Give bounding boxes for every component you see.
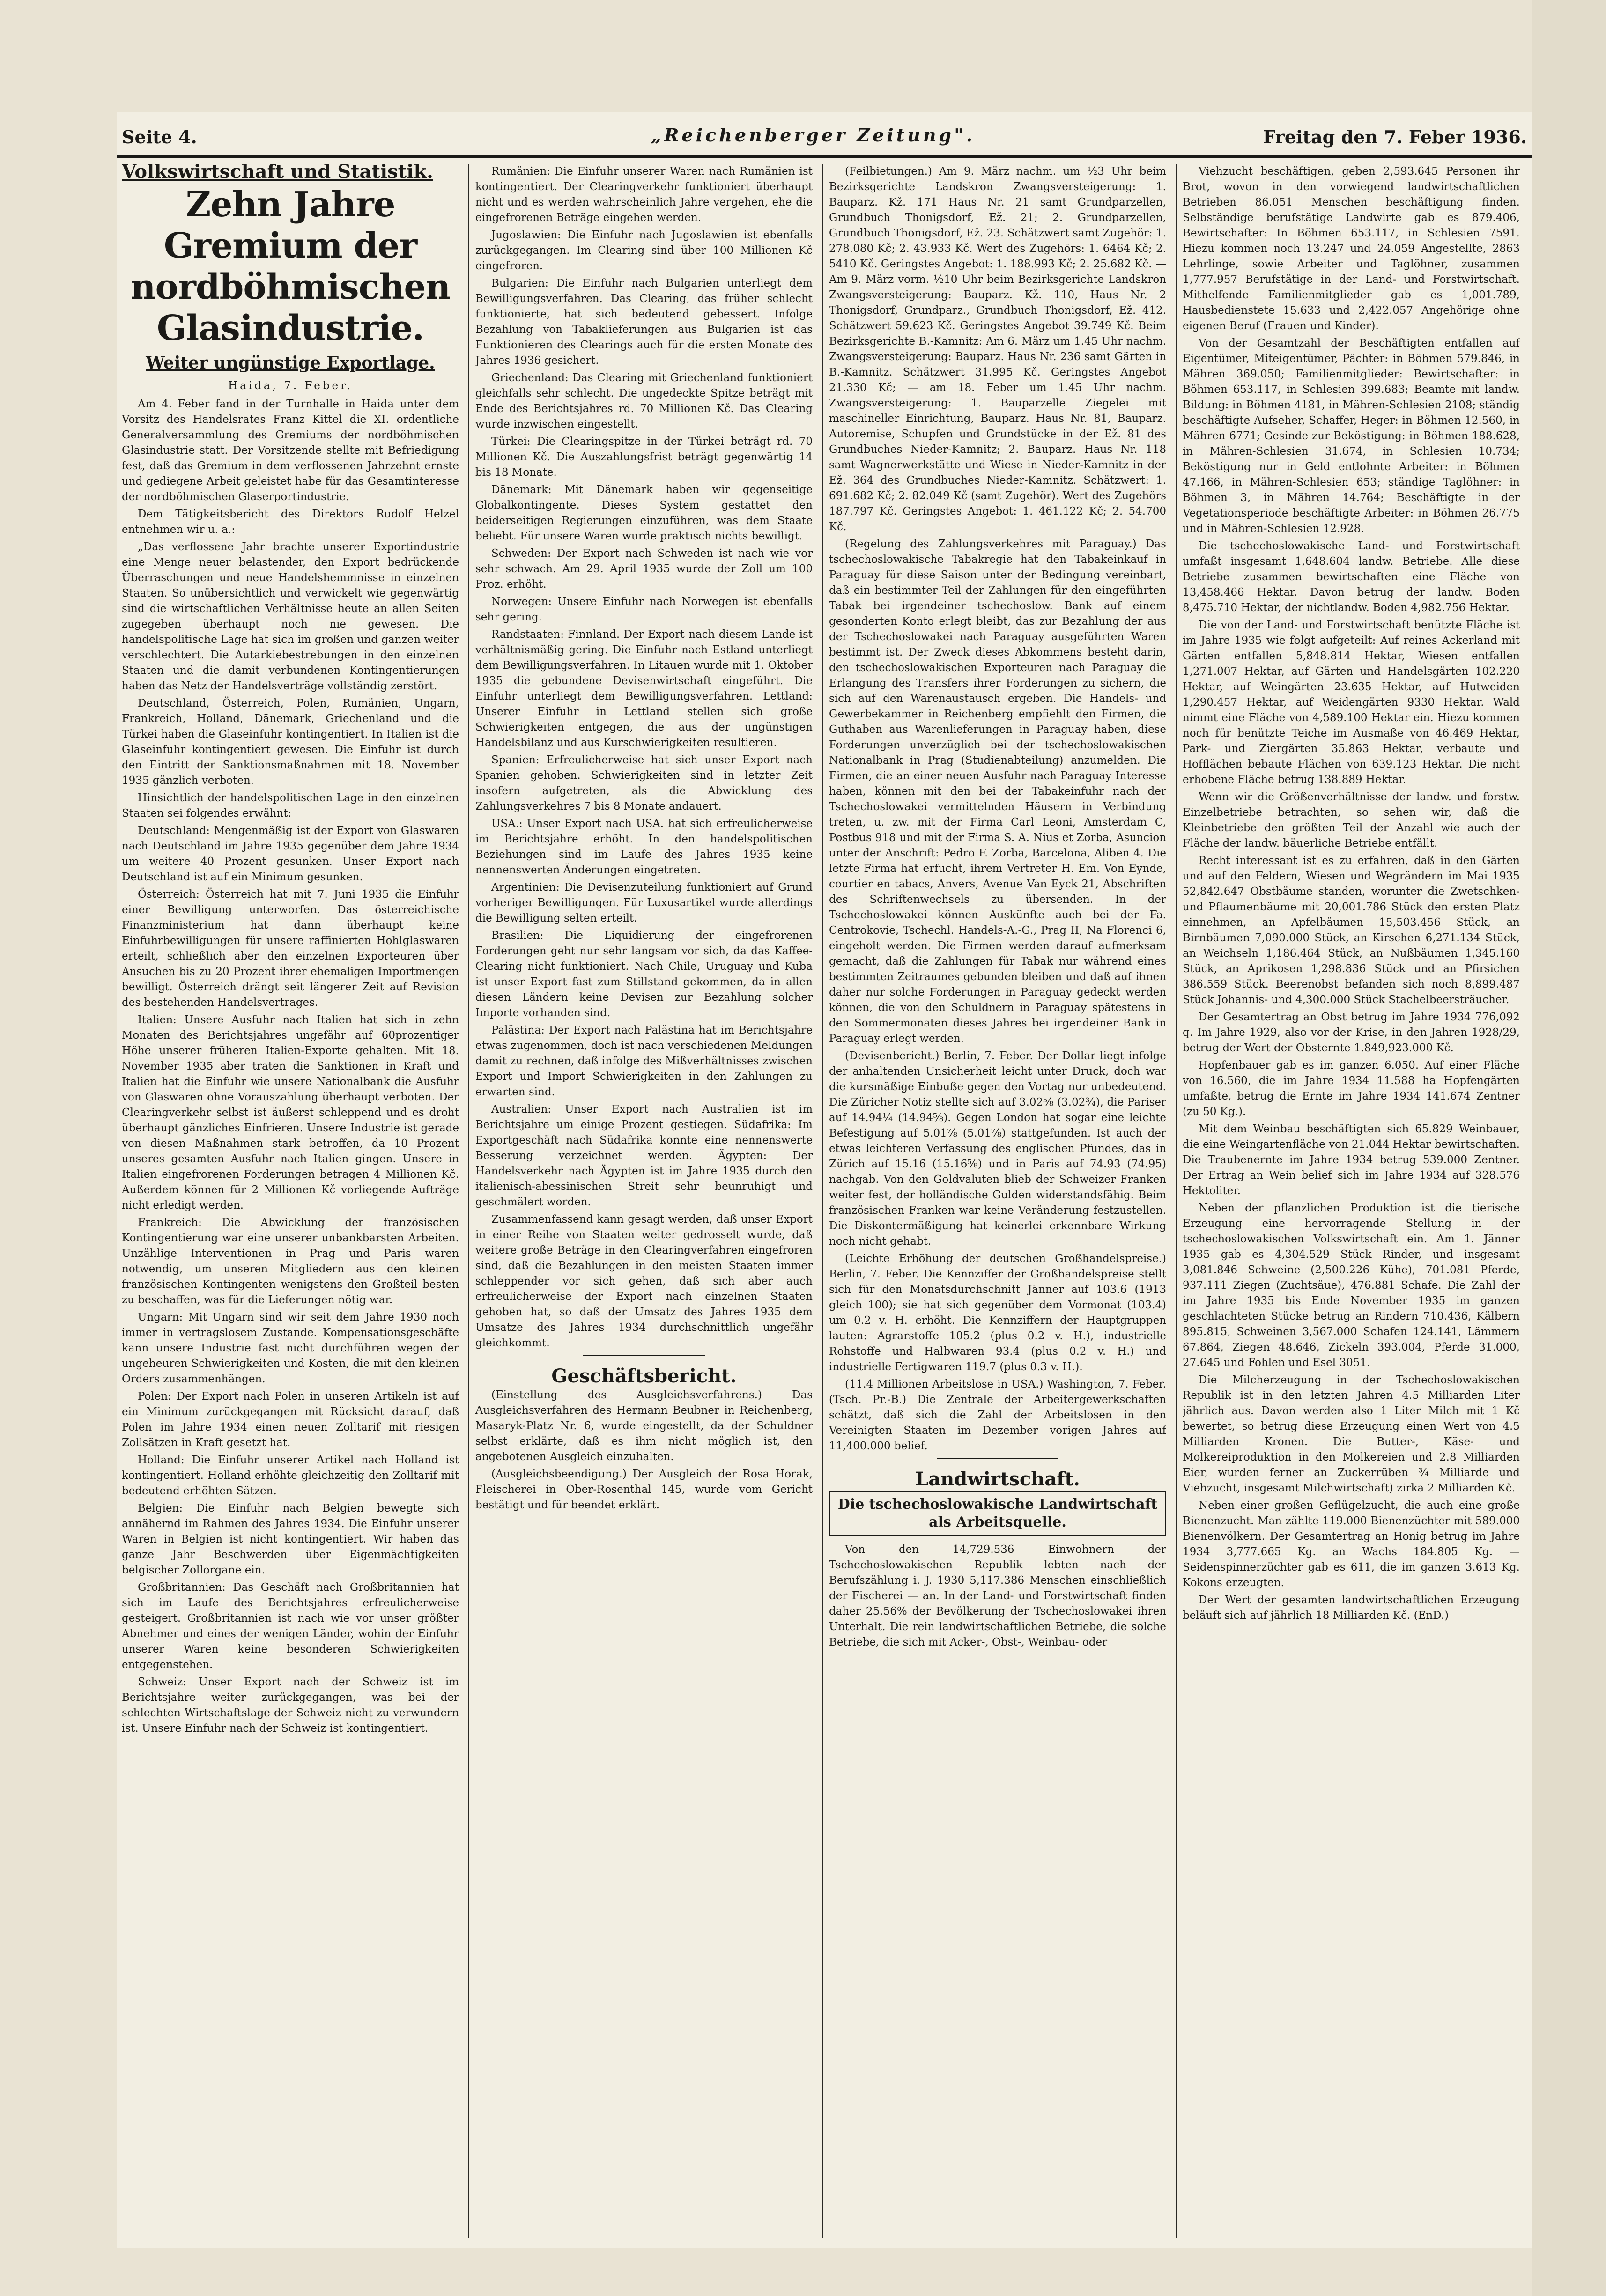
paragraph: Der Wert der gesamten landwirtschaftlichen Erzeugung beläuft sich auf jährlich 18 Milliarden Kč. (EnD.) — [1183, 1594, 1520, 1622]
paragraph: (Einstellung des Ausgleichsverfahrens.) Das Ausgleichsverfahren des Hermann Beubner in Reichenberg, Masaryk-Platz Nr. 6, wurde eingestellt, da der Schuldner selbst erklärte, daß es ihm nicht möglich ist, den angebotenen Ausgleich einzuhalten. — [475, 1389, 813, 1463]
paragraph: Viehzucht beschäftigen, geben 2,593.645 Personen ihr Brot, wovon in den vorwiegend landwirtschaftlichen Betrieben 86.051 Menschen beschäftigung finden. Selbständige berufstätige Landwirte gab es 879.406, Bewirtschafter: In Böhmen 653.117, in Schlesien 7591. Hiezu kommen noch 13.247 und 24.059 Angestellte, 2863 Lehrlinge, sowie Arbeiter und Taglöhner, zusammen 1,777.957 Berufstätige in der Land- und Forstwirtschaft. Mithelfende Familienmitglieder gab es 1,001.789, Hausbedienstete 15.633 und 2,422.057 Angehörige ohne eigenen Beruf (Frauen und Kinder). — [1183, 165, 1520, 332]
article-headline: Zehn Jahre Gremium der nordböhmischen Glasindustrie. — [130, 185, 451, 348]
dateline: Haida, 7. Feber. — [228, 380, 353, 392]
paragraph: Neben der pflanzlichen Produktion ist die tierische Erzeugung eine hervorragende Stellung in der tschechoslowakischen Volkswirtschaft ein. Am 1. Jänner 1935 gab es 4,304.529 Stück Rinder, und insgesamt 3,081.846 Schweine (2,500.226 Kühe), 701.081 Pferde, 937.111 Ziegen (Zuchtsäue), 476.881 Schafe. Die Zahl der im Jahre 1935 bis Ende November 1935 im ganzen geschlachteten Stücke betrug an Rindern 710.436, Kälbern 895.815, Schweinen 3,567.000 Schafen 124.141, Lämmern 67.864, Ziegen 48.646, Zickeln 393.004, Pferde 31.000, 27.645 und Fohlen und Esel 3051. — [1183, 1202, 1520, 1369]
column-3 — [829, 164, 1166, 2238]
boxed-headline: Die tschechoslowakische Landwirtschaft als Arbeitsquelle. — [829, 1491, 1166, 1536]
paragraph: Holland: Die Einfuhr unserer Artikel nach Holland ist kontingentiert. Holland erhöhte gleichzeitig den Zolltarif mit bedeutend erhöhten Sätzen. — [122, 1454, 459, 1497]
paragraph: Die von der Land- und Forstwirtschaft benützte Fläche ist im Jahre 1935 wie folgt aufgeteilt: Auf reines Ackerland mit Gärten entfallen 5,848.814 Hektar, Wiesen entfallen 1,271.007 Hektar, auf Gärten und Handelsgärten 102.220 Hektar, auf Weingärten 23.635 Hektar, auf Hutweiden 1,290.457 Hektar, auf Weidengärten 9330 Hektar. Wald nimmt eine Fläche von 4,589.100 Hektar ein. Hiezu kommen noch für benützte Teiche im Ausmaße von 46.469 Hektar, Park- und Ziergärten 35.863 Hektar, verbaute und Hofflächen bebaute Flächen von 639.123 Hektar. Die nicht erhobene Fläche betrug 138.889 Hektar. — [1183, 619, 1520, 786]
column-1 — [122, 164, 459, 2238]
paragraph: Von den 14,729.536 Einwohnern der Tschechoslowakischen Republik lebten nach der Berufszählung i. J. 1930 5,117.386 Menschen einschließlich der Fischerei — an. In der Land- und Forstwirtschaft finden daher 25.56% der Bevölkerung der Tschechoslowakei ihren Unterhalt. Die rein landwirtschaftlichen Betriebe, die solche Betriebe, die sich mit Acker-, Obst-, Weinbau- oder — [829, 1543, 1166, 1648]
paragraph: Die Milcherzeugung in der Tschechoslowakischen Republik ist in den letzten Jahren 4.5 Milliarden Liter jährlich aus. Davon werden also 1 Liter Milch mit 1 Kč bewertet, so betrug diese Erzeugung einen Wert von 4.5 Milliarden Kronen. Die Butter-, Käse- und Molkereiproduktion in den Molkereien und 2.8 Milliarden Eier, wurden ferner an Zuckerrüben ¾ Milliarde und Viehzucht, insgesamt Milchwirtschaft) zirka 2 Milliarden Kč. — [1183, 1374, 1520, 1494]
column-divider — [822, 164, 823, 2238]
paragraph: Polen: Der Export nach Polen in unseren Artikeln ist auf ein Minimum zurückgegangen mit Rücksicht darauf, daß Polen im Jahre 1934 einen neuen Zolltarif mit riesigen Zollsätzen in Kraft gesetzt hat. — [122, 1390, 459, 1449]
paragraph: Mit dem Weinbau beschäftigten sich 65.829 Weinbauer, die eine Weingartenfläche von 21.044 Hektar bewirtschaften. Die Traubenernte im Jahre 1934 betrug 539.000 Zentner. Der Ertrag an Wein belief sich im Jahre 1934 auf 328.576 Hektoliter. — [1183, 1123, 1520, 1197]
paragraph: USA.: Unser Export nach USA. hat sich erfreulicherweise im Berichtsjahre erhöht. In den handelspolitischen Beziehungen sind im Laufe des Jahres 1935 keine nennenswerten Änderungen eingetreten. — [475, 818, 813, 876]
column-4 — [1183, 164, 1520, 2238]
paragraph: Österreich: Österreich hat mit 7. Juni 1935 die Einfuhr einer Bewilligung unterworfen. Das österreichische Finanzministerium hat dann überhaupt keine Einfuhrbewilligungen für unsere raffinierten Hohlglaswaren erteilt, schließlich aber den einzelnen Exporteuren über Ansuchen bis zu 20 Prozent ihrer ehemaligen Importmengen bewilligt. Österreich drängt seit längerer Zeit auf Revision des bestehenden Handelsvertrages. — [122, 888, 459, 1009]
paragraph: (Ausgleichsbeendigung.) Der Ausgleich der Rosa Horak, Fleischerei in Ober-Rosenthal 145, wurde vom Gericht bestätigt und für beendet erklärt. — [475, 1468, 813, 1511]
paragraph: Italien: Unsere Ausfuhr nach Italien hat sich in zehn Monaten des Berichtsjahres ungefähr auf 60prozentiger Höhe unserer früheren Italien-Exporte gehalten. Mit 18. November 1935 aber traten die Sanktionen in Kraft und Italien hat die Einfuhr wie unsere Nationalbank die Ausfuhr von Glaswaren ohne Vorauszahlung überhaupt verboten. Der Clearingverkehr selbst ist äußerst schleppend und es droht überhaupt gänzliches Einfrieren. Unsere Industrie ist gerade von diesen Maßnahmen stark betroffen, da 10 Prozent unseres gesamten Ausfuhr nach Italien gingen. Unsere in Italien eingefrorenen Forderungen betragen 4 Millionen Kč. Außerdem können für 2 Millionen Kč vorliegende Aufträge nicht erledigt werden. — [122, 1014, 459, 1211]
paragraph: Norwegen: Unsere Einfuhr nach Norwegen ist ebenfalls sehr gering. — [475, 596, 813, 623]
paragraph: (Devisenbericht.) Berlin, 7. Feber. Der Dollar liegt infolge der anhaltenden Unsicherheit leicht unter Druck, doch war die kursmäßige Einbuße gegen den Vortag nur unbedeutend. Die Züricher Notiz stellte sich auf 3.02⅝ (3.02¾), die Pariser auf 14.94¼ (14.94⅝). Gegen London hat sogar eine leichte Befestigung auf 5.01⅞ (5.01⅞) stattgefunden. Ist auch der etwas leichteren Verfassung des englischen Pfundes, das in Zürich auf 15.16 (15.16⅝) und in Paris auf 74.93 (74.95) nachgab. Von den Goldvaluten blieb der Schweizer Franken weiter fest, der holländische Gulden widerstandsfähig. Beim französischen Franken war keine Veränderung festzustellen. Die Diskontermäßigung hat keinerlei erkennbare Wirkung noch nicht gehabt. — [829, 1050, 1166, 1248]
section-title: Volkswirtschaft und Statistik. — [122, 164, 433, 183]
paragraph: Griechenland: Das Clearing mit Griechenland funktioniert gleichfalls sehr schlecht. Die ungedeckte Spitze beträgt mit Ende des Berichtsjahres rd. 70 Millionen Kč. Das Clearing wurde inzwischen eingestellt. — [475, 372, 813, 430]
column-divider — [468, 164, 469, 2238]
paragraph: Der Gesamtertrag an Obst betrug im Jahre 1934 776,092 q. Im Jahre 1929, also vor der Krise, in den Jahren 1928/29, betrug der Wert der Obsternte 1.849,923.000 Kč. — [1183, 1011, 1520, 1054]
page-number: Seite 4. — [122, 126, 197, 148]
paragraph: Hopfenbauer gab es im ganzen 6.050. Auf einer Fläche von 16.560, die im Jahre 1934 11.588 ha Hopfengärten umfaßte, betrug die Ernte im Jahre 1934 141.674 Zentner (zu 50 Kg.). — [1183, 1059, 1520, 1118]
paragraph: Ungarn: Mit Ungarn sind wir seit dem Jahre 1930 noch immer in vertragslosem Zustande. Kompensationsgeschäfte kann unsere Industrie fast nicht durchführen wegen der ungeheuren Schwierigkeiten und Kosten, die mit den kleinen Orders zusammenhängen. — [122, 1311, 459, 1385]
paragraph: Neben einer großen Geflügelzucht, die auch eine große Bienenzucht. Man zählte 119.000 Bienenzüchter mit 589.000 Bienenvölkern. Der Gesamtertrag an Honig betrug im Jahre 1934 3,777.665 Kg. an Wachs 184.805 Kg. — Seidenspinnerzüchter gab es 611, die im ganzen 3.613 Kg. Kokons erzeugten. — [1183, 1499, 1520, 1589]
paragraph: Deutschland: Mengenmäßig ist der Export von Glaswaren nach Deutschland im Jahre 1935 gegenüber dem Jahre 1934 um weitere 40 Prozent gesunken. Unser Export nach Deutschland ist auf ein Minimum gesunken. — [122, 825, 459, 883]
paragraph: Schweden: Der Export nach Schweden ist nach wie vor sehr schwach. Am 29. April 1935 wurde der Zoll um 100 Proz. erhöht. — [475, 547, 813, 591]
paragraph: Türkei: Die Clearingspitze in der Türkei beträgt rd. 70 Millionen Kč. Die Auszahlungsfrist beträgt gegenwärtig 14 bis 18 Monate. — [475, 436, 813, 479]
paragraph: Palästina: Der Export nach Palästina hat im Berichtsjahre etwas zugenommen, doch ist nach verschiedenen Meldungen damit zu rechnen, daß infolge des Mißverhältnisses zwischen Export und Import Schwierigkeiten in den Zahlungen zu erwarten sind. — [475, 1024, 813, 1098]
paragraph: Dem Tätigkeitsbericht des Direktors Rudolf Helzel entnehmen wir u. a.: — [122, 508, 459, 536]
paragraph: Deutschland, Österreich, Polen, Rumänien, Ungarn, Frankreich, Holland, Dänemark, Griechenland und die Türkei haben die Glaseinfuhr kontingentiert. In Italien ist die Glaseinfuhr kontingentiert gewesen. Die Einfuhr ist durch den Eintritt der Sanktionsmaßnahmen mit 18. November 1935 gänzlich verboten. — [122, 697, 459, 787]
paragraph: Rumänien: Die Einfuhr unserer Waren nach Rumänien ist kontingentiert. Der Clearingverkehr funktioniert überhaupt nicht und es werden wahrscheinlich Jahre vergehen, ehe die eingefrorenen Beträge eingehen werden. — [475, 165, 813, 224]
paragraph: Am 4. Feber fand in der Turnhalle in Haida unter dem Vorsitz des Handelsrates Franz Kittel die XI. ordentliche Generalversammlung des Gremiums der nordböhmischen Glasindustrie statt. Der Vorsitzende stellte mit Befriedigung fest, daß das Gremium in dem verflossenen Jahrzehnt ernste und gediegene Arbeit geleistet habe für das Gesamtinteresse der nordböhmischen Glaserportindustrie. — [122, 398, 459, 503]
section-rule — [937, 1458, 1058, 1459]
paragraph: Jugoslawien: Die Einfuhr nach Jugoslawien ist ebenfalls zurückgegangen. Im Clearing sind über 100 Millionen Kč eingefroren. — [475, 229, 813, 272]
column-2 — [475, 164, 813, 2238]
paragraph: (Feilbietungen.) Am 9. März nachm. um ½3 Uhr beim Bezirksgerichte Landskron Zwangsversteigerung: 1. Bauparz. Kž. 171 Haus Nr. 21 samt Grundparzellen, Grundbuch Thonigsdorf, Ež. 21; 2. Grundparzellen, Grundbuch Thonigsdorf, Ež. 23. Schätzwert samt Zugehör: 1. 278.080 Kč; 2. 43.933 Kč. Wert des Zugehörs: 1. 6464 Kč; 2. 5410 Kč. Geringstes Angebot: 1. 188.993 Kč; 2. 25.682 Kč. — Am 9. März vorm. ½10 Uhr beim Bezirksgerichte Landskron Zwangsversteigerung: Bauparz. Kž. 110, Haus Nr. 2 Thonigsdorf, Grundparz., Grundbuch Thonigsdorf, Ež. 412. Schätzwert 59.623 Kč. Geringstes Angebot 39.749 Kč. Beim Bezirksgerichte B.-Kamnitz: Am 6. März um 1.45 Uhr nachm. Zwangsversteigerung: Bauparz. Haus Nr. 236 samt Gärten in B.-Kamnitz. Schätzwert 31.995 Kč. Geringstes Angebot 21.330 Kč; — am 18. Feber um 1.45 Uhr nachm. Zwangsversteigerung: 1. Bauparzelle Ziegelei mit maschineller Einrichtung, Bauparz. Haus Nr. 81, Bauparz. Autoremise, Schupfen und Grundstücke in der Ež. 81 des Grundbuches Nieder-Kamnitz; 2. Bauparz. Haus Nr. 118 samt Wagnerwerkstätte und Wiese in Nieder-Kamnitz in der Ež. 364 des Grundbuches Nieder-Kamnitz. Schätzwert: 1. 691.682 Kč; 2. 82.049 Kč (samt Zugehör). Wert des Zugehörs 187.797 Kč. Geringstes Angebot: 1. 461.122 Kč; 2. 54.700 Kč. — [829, 165, 1166, 533]
paragraph: (Leichte Erhöhung der deutschen Großhandelspreise.) Berlin, 7. Feber. Die Kennziffer der Großhandelspreise stellt sich für den Monatsdurchschnitt Jänner auf 103.6 (1913 gleich 100); sie hat sich gegenüber dem Vormonat (103.4) um 0.2 v. H. erhöht. Die Kennziffern der Hauptgruppen lauten: Agrarstoffe 105.2 (plus 0.2 v. H.), industrielle Rohstoffe und Halbwaren 93.4 (plus 0.2 v. H.) und industrielle Fertigwaren 119.7 (plus 0.3 v. H.). — [829, 1253, 1166, 1373]
paragraph: Spanien: Erfreulicherweise hat sich unser Export nach Spanien gehoben. Schwierigkeiten sind in letzter Zeit insofern aufgetreten, als die Abwicklung des Zahlungsverkehres 7 bis 8 Monate andauert. — [475, 754, 813, 812]
scan-edge — [1532, 0, 1606, 2296]
column-divider — [1176, 164, 1177, 2238]
paragraph: Großbritannien: Das Geschäft nach Großbritannien hat sich im Laufe des Berichtsjahres erfreulicherweise gesteigert. Großbritannien ist nach wie vor unser größter Abnehmer und eines der wenigen Länder, wohin der Einfuhr unserer Waren keine besonderen Schwierigkeiten entgegenstehen. — [122, 1581, 459, 1671]
newspaper-title: „Reichenberger Zeitung". — [651, 125, 976, 146]
issue-date: Freitag den 7. Feber 1936. — [1263, 126, 1527, 148]
paragraph: (11.4 Millionen Arbeitslose in USA.) Washington, 7. Feber. (Tsch. Pr.-B.) Die Zentrale der Arbeitergewerkschaften schätzt, daß sich die Zahl der Arbeitslosen in den Vereinigten Staaten im Dezember vorigen Jahres auf 11,400.000 belief. — [829, 1378, 1166, 1452]
paragraph: Belgien: Die Einfuhr nach Belgien bewegte sich annähernd im Rahmen des Jahres 1934. Die Einfuhr unserer Waren in Belgien ist nicht kontingentiert. Wir haben das ganze Jahr Beschwerden über Eigenmächtigkeiten belgischer Zollorgane ein. — [122, 1502, 459, 1576]
paragraph: Brasilien: Die Liquidierung der eingefrorenen Forderungen geht nur sehr langsam vor sich, da das Kaffee-Clearing nicht funktioniert. Nach Chile, Uruguay und Kuba ist unser Export fast zum Stillstand gekommen, da in allen diesen Ländern keine Devisen zur Bezahlung solcher Importe vorhanden sind. — [475, 930, 813, 1019]
page-header — [117, 122, 1532, 150]
paragraph: Australien: Unser Export nach Australien ist im Berichtsjahre um einige Prozent gestiegen. Südafrika: Im Exportgeschäft nach Südafrika konnte eine nennenswerte Besserung verzeichnet werden. Ägypten: Der Handelsverkehr nach Ägypten ist im Jahre 1935 durch den italienisch-abessinischen Streit sehr beunruhigt und geschmälert worden. — [475, 1103, 813, 1208]
newspaper-page — [117, 112, 1532, 2248]
section-title: Landwirtschaft. — [915, 1468, 1080, 1490]
paragraph: Die tschechoslowakische Land- und Forstwirtschaft umfaßt insgesamt 1,648.604 landw. Betriebe. Alle diese Betriebe zusammen bewirtschaften eine Fläche von 13,458.466 Hektar. Davon betrug der landw. Boden 8,475.710 Hektar, der nichtlandw. Boden 4,982.756 Hektar. — [1183, 540, 1520, 614]
paragraph: Randstaaten: Finnland. Der Export nach diesem Lande ist verhältnismäßig gering. Die Einfuhr nach Estland unterliegt dem Bewilligungsverfahren. In Litauen wurde mit 1. Oktober 1935 die gebundene Devisenwirtschaft eingeführt. Die Einfuhr unterliegt dem Bewilligungsverfahren. Lettland: Unserer Einfuhr in Lettland stellen sich große Schwierigkeiten entgegen, die aus der ungünstigen Handelsbilanz und aus Kurschwierigkeiten resultieren. — [475, 628, 813, 749]
section-rule — [583, 1355, 705, 1356]
paragraph: Dänemark: Mit Dänemark haben wir gegenseitige Globalkontingente. Dieses System gestattet den beiderseitigen Regierungen einzuführen, was dem Staate beliebt. Für unsere Waren wurde praktisch nichts bewilligt. — [475, 484, 813, 542]
paragraph: Zusammenfassend kann gesagt werden, daß unser Export in einer Reihe von Staaten weiter gedrosselt wurde, daß weitere große Beträge in den Clearingverfahren eingefroren sind, daß die Bezahlungen in den meisten Staaten immer schleppender vor sich gehen, daß sich aber auch erfreulicherweise der Export nach einzelnen Staaten gehoben hat, so daß der Umsatz des Jahres 1935 dem Umsatze des Jahres 1934 durchschnittlich ungefähr gleichkommt. — [475, 1213, 813, 1349]
paragraph: Von der Gesamtzahl der Beschäftigten entfallen auf Eigentümer, Miteigentümer, Pächter: in Böhmen 579.846, in Mähren 369.050; Familienmitglieder: Bewirtschafter: in Böhmen 653.117, in Schlesien 399.683; Beamte mit landw. Bildung: in Böhmen 4181, in Mähren-Schlesien 2108; ständig beschäftigte Aufseher, Schaffer, Heger: in Böhmen 12.560, in Mähren 6771; Gesinde zur Beköstigung: in Böhmen 188.628, in Mähren-Schlesien 31.674, in Schlesien 10.734; Beköstigung nur in Geld entlohnte Arbeiter: in Böhmen 47.166, in Mähren-Schlesien 653; ständige Taglöhner: in Böhmen 3, in Mähren 14.764; Beschäftigte in der Vegetationsperiode beschäftigte Arbeiter: in Böhmen 26.775 und in Mähren-Schlesien 12.928. — [1183, 337, 1520, 535]
paragraph: „Das verflossene Jahr brachte unserer Exportindustrie eine Menge neuer belastender, den Export bedrückende Überraschungen und neue Handelshemmnisse in einzelnen Staaten. So unübersichtlich und verwickelt wie gegenwärtig sind die wirtschaftlichen Verhältnisse heute an allen Seiten zugegeben überhaupt noch nie gewesen. Die handelspolitische Lage hat sich im großen und ganzen weiter verschlechtert. Die Autarkiebestrebungen in den einzelnen Staaten und die damit verbundenen Kontingentierungen haben das Netz der Handelsverträge vollständig zerstört. — [122, 541, 459, 692]
paragraph: Argentinien: Die Devisenzuteilung funktioniert auf Grund vorheriger Bewilligungen. Für Luxusartikel wurde allerdings die Bewilligung selten erteilt. — [475, 881, 813, 924]
paragraph: Hinsichtlich der handelspolitischen Lage in den einzelnen Staaten sei folgendes erwähnt: — [122, 792, 459, 819]
paragraph: Wenn wir die Größenverhältnisse der landw. und forstw. Einzelbetriebe betrachten, so sehen wir, daß die Kleinbetriebe den größten Teil der Anzahl wie auch der Fläche der landw. bäuerliche Betriebe entfällt. — [1183, 791, 1520, 849]
paragraph: Recht interessant ist es zu erfahren, daß in den Gärten und auf den Feldern, Wiesen und Wegrändern im Mai 1935 52,842.647 Obstbäume standen, worunter die Zwetschken- und Pflaumenbäume mit 20,001.786 Stück den ersten Platz einnehmen, an Apfelbäumen 15,503.456 Stück, an Birnbäumen 7,090.000 Stück, an Kirschen 6,271.134 Stück, an Weichseln 1,186.464 Stück, an Nußbäumen 1,345.160 Stück, an Aprikosen 1,298.836 Stück und an Pfirsichen 386.559 Stück. Beerenobst befanden sich noch 8,899.487 Stück Johannis- und 4,300.000 Stück Stachelbeersträucher. — [1183, 855, 1520, 1006]
paragraph: (Regelung des Zahlungsverkehres mit Paraguay.) Das tschechoslowakische Tabakregie hat den Tabakeinkauf in Paraguay für diese Saison unter der Bedingung vereinbart, daß ein bestimmter Teil der Zahlungen für den eingeführten Tabak bei irgendeiner tschechoslow. Bank auf einem gesonderten Konto erlegt bleibt, das zur Bezahlung der aus der Tschechoslowakei nach Paraguay ausgeführten Waren bestimmt ist. Der Zweck dieses Abkommens besteht darin, den tschechoslowakischen Exporteuren nach Paraguay die Erlangung des Transfers ihrer Forderungen zu sichern, die sich auf den Warenaustausch ergeben. Die Handels- und Gewerbekammer in Reichenberg empfiehlt den Firmen, die Guthaben aus Warenlieferungen in Paraguay haben, diese Forderungen unverzüglich bei der tschechoslowakischen Nationalbank in Prag (Studienabteilung) anzumelden. Die Firmen, die an einer neuen Ausfuhr nach Paraguay Interesse haben, können mit den bei der Tabakeinfuhr nach der Tschechoslowakei vermittelnden Häusern in Verbindung treten, u. zw. mit der Firma Carl Leoni, Amsterdam C, Postbus 918 und mit der Firma S. A. Nius et Zorba, Asuncion unter der Anschrift: Pedro F. Zorba, Barcelona, Aliben 4. Die letzte Firma hat erfucht, ihrem Vertreter H. Em. Von Eynde, courtier en tabacs, Anvers, Avenue Van Eyck 21, Abschriften des Schriftenwechsels zu übersenden. In der Tschechoslowakei können Auskünfte auch bei der Fa. Centrokovie, Tschechl. Handels-A.-G., Prag II, Na Florenci 6, eingeholt werden. Die Firmen werden darauf aufmerksam gemacht, daß die Zahlungen für Tabak nur während eines bestimmten Zeitraumes gebunden bleiben und daß auf ihnen daher nur solche Forderungen in Paraguay gedeckt werden können, die von den Schuldnern in Paraguay spätestens in den Sommermonaten dieses Jahres bei irgendeiner Bank in Paraguay erlegt werden. — [829, 538, 1166, 1045]
paragraph: Frankreich: Die Abwicklung der französischen Kontingentierung war eine unserer unbankbarsten Arbeiten. Unzählige Interventionen in Prag und Paris waren notwendig, um unseren Mitgliedern aus den kleinen französischen Kontingenten wenigstens den Großteil besten zu beschaffen, was für die Lieferungen nötig war. — [122, 1217, 459, 1306]
article-subhead: Weiter ungünstige Exportlage. — [146, 353, 435, 373]
section-title: Geschäftsbericht. — [551, 1365, 737, 1387]
paragraph: Bulgarien: Die Einfuhr nach Bulgarien unterliegt dem Bewilligungsverfahren. Das Clearing, das früher schlecht funktionierte, hat sich bedeutend gebessert. Infolge Bezahlung von Tabaklieferungen aus Bulgarien ist das Funktionieren des Clearings auch für die ersten Monate des Jahres 1936 gesichert. — [475, 277, 813, 367]
header-rule — [117, 155, 1532, 158]
paragraph: Schweiz: Unser Export nach der Schweiz ist im Berichtsjahre weiter zurückgegangen, was bei der schlechten Wirtschaftslage der Schweiz nicht zu verwundern ist. Unsere Einfuhr nach der Schweiz ist kontingentiert. — [122, 1676, 459, 1735]
